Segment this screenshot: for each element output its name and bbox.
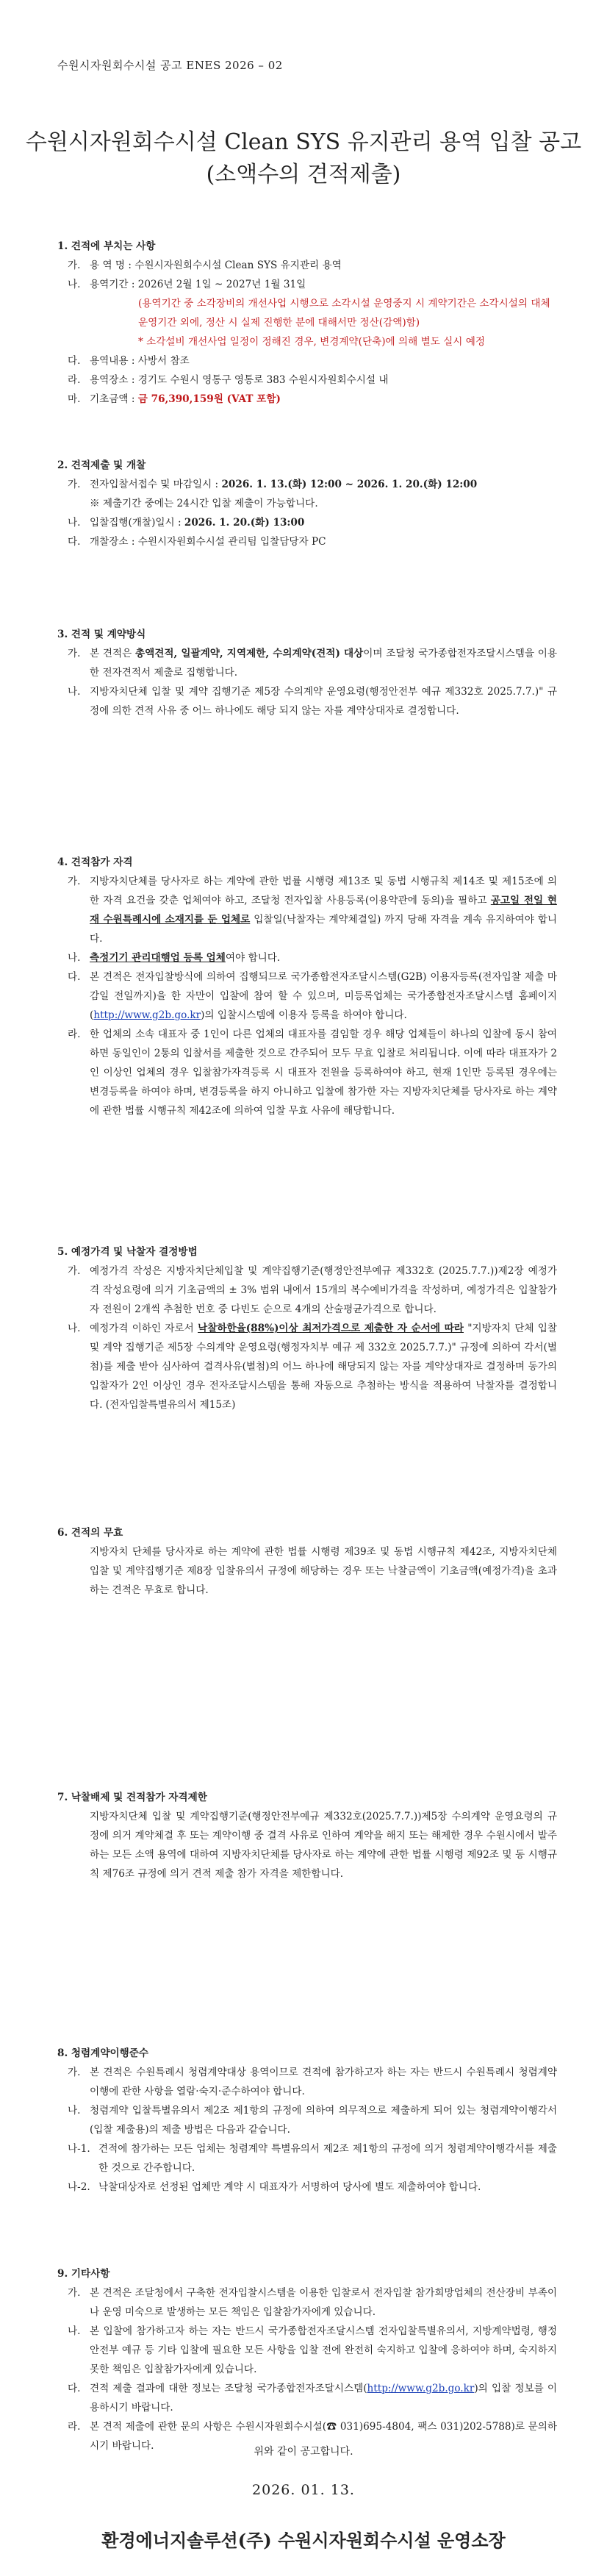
list-item: 마. 기초금액 : 금 76,390,159원 (VAT 포함) <box>68 393 281 405</box>
list-item: 가. 본 견적은 총액견적, 일괄계약, 지역제한, 수의계약(견적) 대상이며 조달청 국가종합전자조달시스템을 이용한 전자견적서 제출로 집행합니다. <box>68 648 557 679</box>
note: ※ 제출기간 중에는 24시간 입찰 제출이 가능합니다. <box>90 498 318 509</box>
list-item: 나. 입찰집행(개찰)일시 : 2026. 1. 20.(화) 13:00 <box>68 517 305 529</box>
list-item: 나. 지방자치단체 입찰 및 계약 집행기준 제5장 수의계약 운영요령(행정안전부 예규 제332호 2025.7.7.)" 규정에 의한 견적 사유 중 어느 하나에도 해당 되지 않는 자를 계약상대자로 결정합니다. <box>68 686 557 717</box>
list-item: 가. 전자입찰서접수 및 마감일시 : 2026. 1. 13.(화) 12:00 ~ 2026. 1. 20.(화) 12:00 <box>68 479 478 490</box>
closing-statement: 위와 같이 공고합니다. <box>254 2446 353 2458</box>
list-item: 가. 본 견적은 수원특례시 청렴계약대상 용역이므로 견적에 참가하고자 하는 자는 반드시 수원특례시 청렴계약이행에 관한 사항을 열람·숙지·준수하여야 합니다. <box>68 2067 557 2097</box>
list-item: 다. 개찰장소 : 수원시자원회수시설 관리팀 입찰담당자 PC <box>68 536 326 548</box>
section-9 <box>57 2264 557 2455</box>
section-2 <box>57 456 557 551</box>
list-item: 다. 용역내용 : 사방서 참조 <box>68 355 190 367</box>
period-note: (용역기간 중 소각장비의 개선사업 시행으로 소각시설 운영중지 시 계약기간은 소각시설의 대체운영기간 외에, 정산 시 실제 진행한 분에 대해서만 정산(감액)함) <box>138 298 550 329</box>
section-heading: 5. 예정가격 및 낙찰자 결정방법 <box>57 1246 198 1258</box>
list-item: 라. 용역장소 : 경기도 수원시 영통구 영통로 383 수원시자원회수시설 내 <box>68 374 389 386</box>
list-item: 가. 용 역 명 : 수원시자원회수시설 Clean SYS 유지관리 용역 <box>68 260 342 271</box>
base-amount: 금 76,390,159원 (VAT 포함) <box>137 393 281 405</box>
list-item: 나. 본 입찰에 참가하고자 하는 자는 반드시 국가종합전자조달시스템 전자입찰특별유의서, 지방계약법령, 행정안전부 예규 등 기타 입찰에 필요한 모든 사항을 입찰 전에 완전히 숙지하고 입찰에 응하여야 하며, 숙지하지 못한 책임은 입찰참가자에게 있습니다. <box>68 2325 557 2375</box>
section-heading: 3. 견적 및 계약방식 <box>57 629 146 640</box>
page-title: 수원시자원회수시설 Clean SYS 유지관리 용역 입찰 공고 <box>25 129 582 155</box>
list-item: 라. 본 견적 제출에 관한 문의 사항은 수원시자원회수시설(☎ 031)695-4804, 팩스 031)202-5788)로 문의하시기 바랍니다. <box>68 2421 557 2452</box>
list-item: 나-2. 낙찰대상자로 선정된 업체만 계약 시 대표자가 서명하여 당사에 별도 제출하여야 합니다. <box>68 2181 481 2193</box>
list-item: 나. 용역기간 : 2026년 2월 1일 ~ 2027년 1월 31일 <box>68 279 306 290</box>
list-item: 가. 예정가격 작성은 지방자치단체입찰 및 계약집행기준(행정안전부예규 제332호 (2025.7.7.))제2장 예정가격 작성요령에 의거 기초금액의 ± 3% 범위 내에서 15개의 복수예비가격을 작성하며, 예정가격은 입찰참가자 전원이 2개씩 추첨한 번호 중 다빈도 순으로 4개의 산술평균가격으로 합니다. <box>68 1265 557 1315</box>
g2b-link[interactable]: http://www.g2b.go.kr <box>367 2383 475 2394</box>
section-heading: 6. 견적의 무효 <box>57 1527 123 1539</box>
section-heading: 8. 청렴계약이행준수 <box>57 2047 148 2059</box>
opening-date: 2026. 1. 20.(화) 13:00 <box>184 517 305 529</box>
section-4 <box>57 853 557 1120</box>
period-note-2: * 소각설비 개선사업 일정이 정해진 경우, 변경계약(단축)에 의해 별도 실시 예정 <box>138 336 486 348</box>
page-subtitle: (소액수의 견적제출) <box>206 162 401 187</box>
g2b-link[interactable]: http://www.g2b.go.kr <box>93 1009 201 1021</box>
notice-date: 2026. 01. 13. <box>252 2482 355 2498</box>
list-item: 라. 한 업체의 소속 대표자 중 1인이 다른 업체의 대표자를 겸임할 경우 해당 업체들이 하나의 입찰에 동시 참여하면 동일인이 2통의 입찰서를 제출한 것으로 간주되어 모두 무효 입찰로 처리됩니다. 이에 따라 대표자가 2인 이상인 업체의 경우 입찰참가자격등록 시 대표자 전원을 등록하여야 하고, 현재 1인만 등록된 경우에는 변경등록을 하여야 하며, 변경등록을 하지 아니하고 입찰에 참가한 자는 지방자치단체를 당사자로 하는 계약에 관한 법률 시행규칙 제42조에 의하여 입찰 무효 사유에 해당합니다. <box>68 1028 557 1117</box>
list-item: 다. 견적 제출 결과에 대한 정보는 조달청 국가종합전자조달시스템(http://www.g2b.go.kr)의 입찰 정보를 이용하시기 바랍니다. <box>68 2383 558 2414</box>
list-item: 나. 측정기기 관리대행업 등록 업체여야 합니다. <box>68 952 281 964</box>
list-item: 가. 본 견적은 조달청에서 구축한 전자입찰시스템을 이용한 입찰로서 전자입찰 참가희망업체의 전산장비 부족이나 운영 미숙으로 발생하는 모든 책임은 입찰참가자에게 있습니다. <box>68 2287 557 2318</box>
list-item: 나. 청렴계약 입찰특별유의서 제2조 제1항의 규정에 의하여 의무적으로 제출하게 되어 있는 청렴계약이행각서(입찰 제출용)의 제출 방법은 다음과 같습니다. <box>68 2105 557 2136</box>
section-6: 6. 견적의 무효 지방자치 단체를 당사자로 하는 계약에 관한 법률 시행령 제39조 및 동법 시행규칙 제42조, 지방자치단체 입찰 및 계약집행기준 제8장 입찰유의서 규정에 해당하는 경우 또는 낙찰금액이 기초금액(예정가격)을 초과하는 견적은 무효로 합니다. <box>57 1523 557 1600</box>
list-item: 나. 예정가격 이하인 자로서 낙찰하한율(88%)이상 최저가격으로 제출한 자 순서에 따라 "지방자치 단체 입찰 및 계약 집행기준 제5장 수의계약 운영요령(행정자치부 예규 제 332호 2025.7.7.)" 규정에 의하여 각서(별첨)를 제출 받아 심사하여 결격사유(별첨)의 어느 하나에 해당되지 않는 자를 계약상대자로 결정하며 동가의 입찰자가 2인 이상인 경우 전자조달시스템을 통해 자동으로 추첨하는 방식을 적용하여 낙찰자를 결정합니다. (전자입찰특별유의서 제15조) <box>68 1323 557 1411</box>
section-3 <box>57 625 557 720</box>
document-id: 수원시자원회수시설 공고 ENES 2026 – 02 <box>57 59 283 72</box>
section-heading: 4. 견적참가 자격 <box>57 856 133 868</box>
section-1 <box>57 237 557 409</box>
list-item: 다. 본 견적은 전자입찰방식에 의하여 집행되므로 국가종합전자조달시스템(G2B) 이용자등록(전자입찰 제출 마감일 전일까지)을 한 자만이 입찰에 참여 할 수 있으며, 미등록업체는 국가종합전자조달시스템 홈페이지(http://www.g2b.go.kr)의 입찰시스템에 이용자 등록을 하여야 합니다. <box>68 971 557 1021</box>
section-heading: 7. 낙찰배제 및 견적참가 자격제한 <box>57 1792 207 1803</box>
signature: 환경에너지솔루션(주) 수원시자원회수시설 운영소장 <box>101 2530 506 2551</box>
section-8 <box>57 2044 557 2197</box>
section-5 <box>57 1242 557 1414</box>
section-heading: 9. 기타사항 <box>57 2268 110 2280</box>
section-heading: 2. 견적제출 및 개찰 <box>57 459 146 471</box>
list-item: 나-1. 견적에 참가하는 모든 업체는 청렴계약 특별유의서 제2조 제1항의 규정에 의거 청렴계약이행각서를 제출한 것으로 간주합니다. <box>68 2143 557 2174</box>
list-item: 가. 지방자치단체를 당사자로 하는 계약에 관한 법률 시행령 제13조 및 동법 시행규칙 제14조 및 제15조에 의한 자격 요건을 갖춘 업체여야 하고, 조달청 전자입찰 사용등록(이용약관에 동의)을 필하고 공고일 전일 현재 수원특례시에 소재지를 둔 업체로 입찰일(낙찰자는 계약체결일) 까지 당해 자격을 계속 유지하여야 합니다. <box>68 876 558 945</box>
section-7: 7. 낙찰배제 및 견적참가 자격제한 지방자치단체 입찰 및 계약집행기준(행정안전부예규 제332호(2025.7.7.))제5장 수의계약 운영요령의 규정에 의거 계약체결 후 또는 계약이행 중 결격 사유로 인하여 계약을 해지 또는 해제한 경우 수원시에서 발주하는 모든 소액 용역에 대하여 지방자치단체를 당사자로 하는 계약에 관한 법률 시행령 제92조 및 동 시행규칙 제76조 규정에 의거 견적 제출 참가 자격을 제한합니다. <box>57 1788 557 1883</box>
section-heading: 1. 견적에 부치는 사항 <box>57 240 156 252</box>
bid-period: 2026. 1. 13.(화) 12:00 ~ 2026. 1. 20.(화) 12:00 <box>221 479 478 490</box>
